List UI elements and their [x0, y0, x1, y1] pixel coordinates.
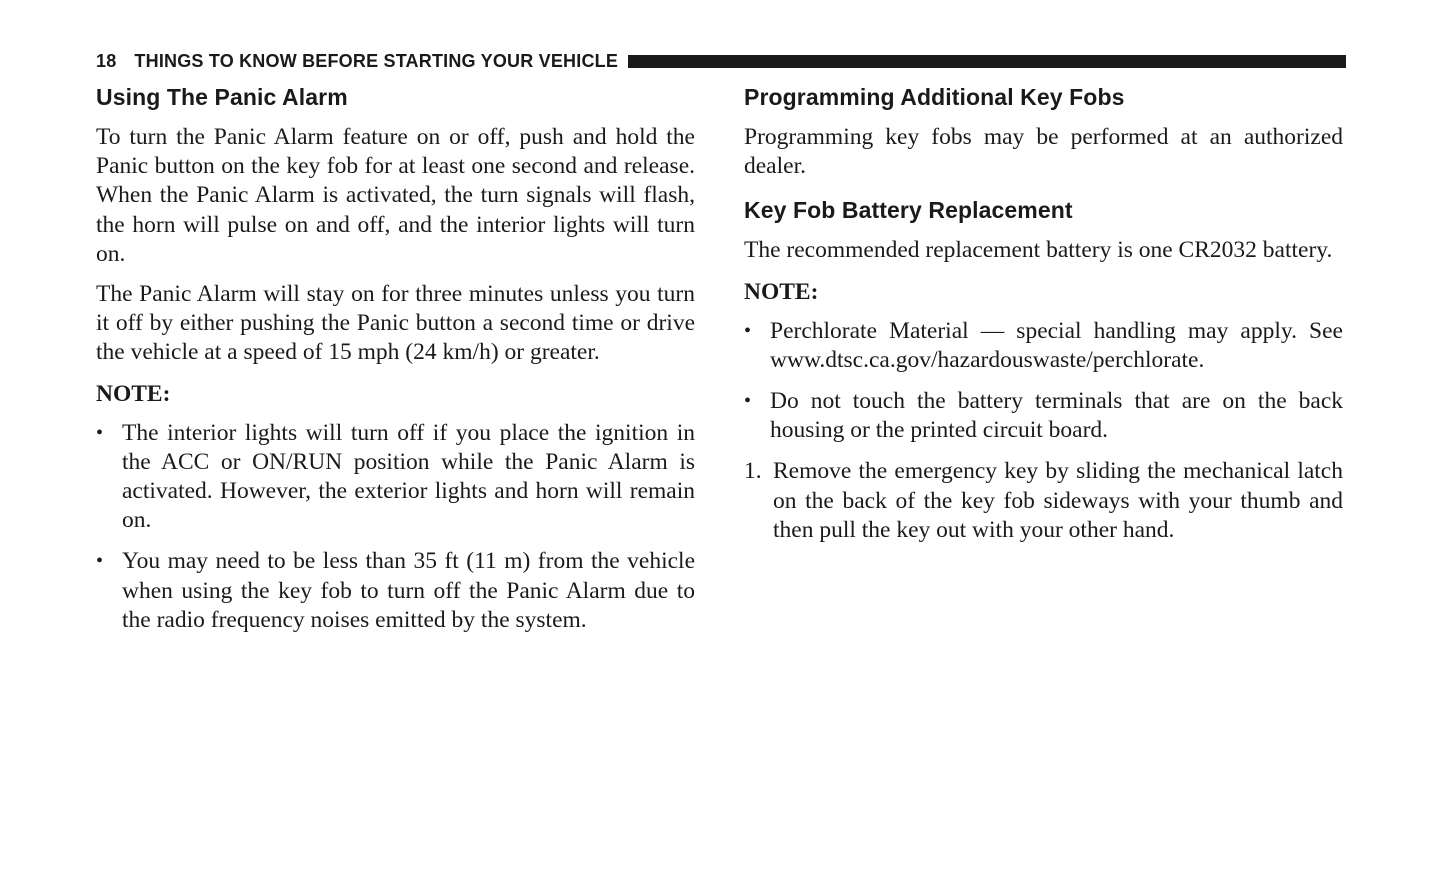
paragraph: Programming key fobs may be performed at an authorized dealer.	[744, 124, 1343, 180]
paragraph: To turn the Panic Alarm feature on or off, push and hold the Panic button on the key fob for at least one second and release. When the Panic Alarm is activated, the turn signals will flash, the horn will pulse on and off, and the interior lights will turn on.	[96, 124, 695, 267]
steps-list	[744, 457, 1343, 545]
programming-key-fobs-heading: Programming Additional Key Fobs	[744, 84, 1125, 110]
bullet-icon: •	[96, 421, 104, 444]
note-label: NOTE:	[744, 278, 819, 305]
header-rule	[628, 55, 1346, 68]
right-column	[744, 82, 1343, 545]
paragraph: The recommended replacement battery is one CR2032 battery.	[744, 237, 1333, 264]
left-column	[96, 82, 695, 647]
list-item	[744, 317, 1343, 375]
list-item-text: You may need to be less than 35 ft (11 m) from the vehicle when using the key fob to turn off the Panic Alarm due to the radio frequency noises emitted by the system.	[122, 548, 695, 633]
list-item	[744, 387, 1343, 445]
list-item-text: Perchlorate Material — special handling may apply. See www.dtsc.ca.gov/hazardouswaste/perchlorate.	[770, 317, 1343, 373]
step-text: Remove the emergency key by sliding the mechanical latch on the back of the key fob sideways with your thumb and then pull the key out with your other hand.	[773, 458, 1343, 543]
bullet-icon: •	[744, 390, 752, 413]
note-list	[744, 317, 1343, 446]
step-item	[744, 457, 1343, 545]
note-label: NOTE:	[96, 380, 171, 407]
note-list	[96, 419, 695, 635]
list-item	[96, 547, 695, 635]
bullet-icon: •	[744, 319, 752, 342]
list-item-text: The interior lights will turn off if you place the ignition in the ACC or ON/RUN position while the Panic Alarm is activated. However, the exterior lights and horn will remain on.	[122, 419, 695, 534]
bullet-icon: •	[96, 550, 104, 573]
battery-replacement-heading: Key Fob Battery Replacement	[744, 197, 1073, 224]
paragraph: The Panic Alarm will stay on for three minutes unless you turn it off by either pushing the Panic button a second time or drive the vehicle at a speed of 15 mph (24 km/h) or greater.	[96, 281, 695, 366]
page-number: 18	[96, 50, 117, 71]
page-header	[96, 50, 1346, 72]
list-item-text: Do not touch the battery terminals that are on the back housing or the printed circuit board.	[770, 388, 1343, 444]
step-number: 1.	[744, 458, 762, 485]
section-title: THINGS TO KNOW BEFORE STARTING YOUR VEHICLE	[134, 50, 619, 71]
list-item	[96, 419, 695, 536]
panic-alarm-heading: Using The Panic Alarm	[96, 84, 348, 110]
